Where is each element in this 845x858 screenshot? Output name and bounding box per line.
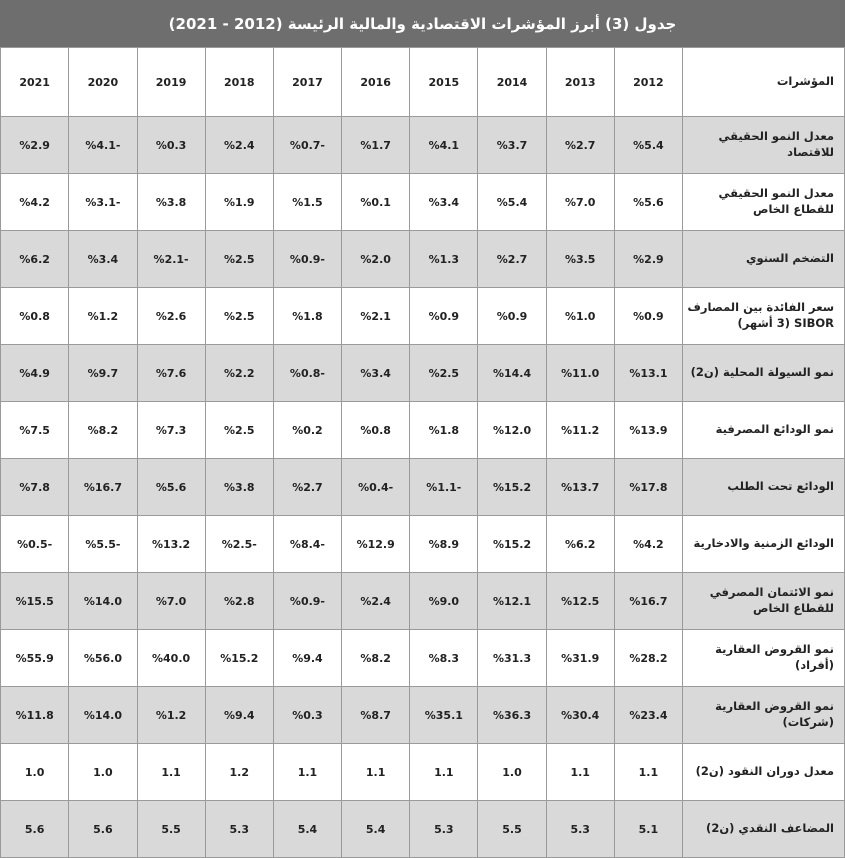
value-cell: 1.1 xyxy=(137,744,205,801)
value-cell: %11.0 xyxy=(546,345,614,402)
value-cell: %3.4 xyxy=(69,231,137,288)
value-cell: 5.6 xyxy=(69,801,137,858)
value-cell: %7.0 xyxy=(137,573,205,630)
value-cell: %8.7 xyxy=(342,687,410,744)
value-cell: %1.8 xyxy=(410,402,478,459)
year-header: 2014 xyxy=(478,48,546,117)
indicator-label: الودائع الزمنية والادخارية xyxy=(683,516,845,573)
year-header: 2017 xyxy=(273,48,341,117)
value-cell: %13.1 xyxy=(614,345,682,402)
value-cell: %2.5 xyxy=(205,231,273,288)
value-cell: %2.5 xyxy=(205,288,273,345)
value-cell: %7.6 xyxy=(137,345,205,402)
value-cell: %5.6 xyxy=(614,174,682,231)
value-cell: %15.5 xyxy=(1,573,69,630)
value-cell: 5.4 xyxy=(273,801,341,858)
indicator-label: نمو السيولة المحلية (ن2) xyxy=(683,345,845,402)
value-cell: %1.0 xyxy=(546,288,614,345)
value-cell: 5.3 xyxy=(410,801,478,858)
year-header: 2021 xyxy=(1,48,69,117)
table-row xyxy=(1,516,845,573)
table-title: جدول (3) أبرز المؤشرات الاقتصادية والمالية الرئيسة (2012 - 2021) xyxy=(0,0,845,47)
value-cell: %2.7 xyxy=(546,117,614,174)
indicator-label: معدل دوران النقود (ن2) xyxy=(683,744,845,801)
year-header: 2012 xyxy=(614,48,682,117)
indicator-header: المؤشرات xyxy=(683,48,845,117)
value-cell: %13.7 xyxy=(546,459,614,516)
value-cell: 1.0 xyxy=(69,744,137,801)
table-row xyxy=(1,288,845,345)
value-cell: %2.9 xyxy=(614,231,682,288)
value-cell: %1.8 xyxy=(273,288,341,345)
table-row xyxy=(1,402,845,459)
value-cell: %2.5 xyxy=(205,402,273,459)
indicator-label: سعر الفائدة بين المصارف SIBOR (3 أشهر) xyxy=(683,288,845,345)
value-cell: 5.5 xyxy=(137,801,205,858)
value-cell: %4.9 xyxy=(1,345,69,402)
value-cell: 1.0 xyxy=(478,744,546,801)
value-cell: %1.3 xyxy=(410,231,478,288)
value-cell: %8.9 xyxy=(410,516,478,573)
value-cell: %6.2 xyxy=(1,231,69,288)
value-cell: %2.1 xyxy=(342,288,410,345)
value-cell: %3.5 xyxy=(546,231,614,288)
table-row xyxy=(1,231,845,288)
value-cell: %13.2 xyxy=(137,516,205,573)
value-cell: %8.2 xyxy=(342,630,410,687)
value-cell: %1.7 xyxy=(342,117,410,174)
value-cell: %2.6 xyxy=(137,288,205,345)
value-cell: %31.9 xyxy=(546,630,614,687)
value-cell: 1.1 xyxy=(614,744,682,801)
year-header: 2015 xyxy=(410,48,478,117)
value-cell: 1.1 xyxy=(410,744,478,801)
table-row xyxy=(1,117,845,174)
value-cell: %16.7 xyxy=(614,573,682,630)
value-cell: 1.2 xyxy=(205,744,273,801)
value-cell: 5.4 xyxy=(342,801,410,858)
value-cell: %0.8- xyxy=(273,345,341,402)
value-cell: %2.5 xyxy=(410,345,478,402)
value-cell: %0.7- xyxy=(273,117,341,174)
value-cell: %12.9 xyxy=(342,516,410,573)
value-cell: %1.2 xyxy=(69,288,137,345)
value-cell: %55.9 xyxy=(1,630,69,687)
value-cell: %12.0 xyxy=(478,402,546,459)
value-cell: %2.8 xyxy=(205,573,273,630)
value-cell: %4.2 xyxy=(614,516,682,573)
value-cell: %7.5 xyxy=(1,402,69,459)
indicator-label: المضاعف النقدي (ن2) xyxy=(683,801,845,858)
value-cell: %8.3 xyxy=(410,630,478,687)
indicator-label: نمو الائتمان المصرفي للقطاع الخاص xyxy=(683,573,845,630)
value-cell: %0.4- xyxy=(342,459,410,516)
value-cell: %40.0 xyxy=(137,630,205,687)
value-cell: %2.5- xyxy=(205,516,273,573)
year-header: 2020 xyxy=(69,48,137,117)
value-cell: %3.4 xyxy=(342,345,410,402)
table-row xyxy=(1,345,845,402)
value-cell: %0.8 xyxy=(342,402,410,459)
value-cell: %11.8 xyxy=(1,687,69,744)
value-cell: 5.6 xyxy=(1,801,69,858)
value-cell: %35.1 xyxy=(410,687,478,744)
year-header: 2016 xyxy=(342,48,410,117)
value-cell: %2.9 xyxy=(1,117,69,174)
value-cell: 5.3 xyxy=(205,801,273,858)
value-cell: %3.1- xyxy=(69,174,137,231)
value-cell: %31.3 xyxy=(478,630,546,687)
value-cell: %2.7 xyxy=(273,459,341,516)
value-cell: %9.7 xyxy=(69,345,137,402)
value-cell: %5.6 xyxy=(137,459,205,516)
value-cell: %36.3 xyxy=(478,687,546,744)
value-cell: %0.9 xyxy=(614,288,682,345)
value-cell: 5.5 xyxy=(478,801,546,858)
value-cell: %3.8 xyxy=(205,459,273,516)
value-cell: 5.3 xyxy=(546,801,614,858)
value-cell: %14.0 xyxy=(69,573,137,630)
value-cell: %4.2 xyxy=(1,174,69,231)
value-cell: %14.0 xyxy=(69,687,137,744)
indicator-label: الودائع تحت الطلب xyxy=(683,459,845,516)
indicator-label: معدل النمو الحقيقي للاقتصاد xyxy=(683,117,845,174)
value-cell: %2.0 xyxy=(342,231,410,288)
value-cell: %0.8 xyxy=(1,288,69,345)
table-header-row xyxy=(1,48,845,117)
year-header: 2019 xyxy=(137,48,205,117)
value-cell: %2.4 xyxy=(205,117,273,174)
value-cell: %9.4 xyxy=(273,630,341,687)
table-row xyxy=(1,687,845,744)
value-cell: %0.2 xyxy=(273,402,341,459)
indicators-table xyxy=(0,47,845,858)
value-cell: %1.5 xyxy=(273,174,341,231)
value-cell: %0.3 xyxy=(137,117,205,174)
value-cell: %12.5 xyxy=(546,573,614,630)
indicator-label: نمو القروض العقارية (شركات) xyxy=(683,687,845,744)
value-cell: %2.2 xyxy=(205,345,273,402)
indicator-label: معدل النمو الحقيقي للقطاع الخاص xyxy=(683,174,845,231)
value-cell: %12.1 xyxy=(478,573,546,630)
value-cell: %7.0 xyxy=(546,174,614,231)
value-cell: %17.8 xyxy=(614,459,682,516)
value-cell: %3.8 xyxy=(137,174,205,231)
value-cell: %0.5- xyxy=(1,516,69,573)
value-cell: 1.1 xyxy=(342,744,410,801)
value-cell: %16.7 xyxy=(69,459,137,516)
value-cell: %7.8 xyxy=(1,459,69,516)
value-cell: %28.2 xyxy=(614,630,682,687)
value-cell: %2.7 xyxy=(478,231,546,288)
table-row xyxy=(1,174,845,231)
value-cell: %2.4 xyxy=(342,573,410,630)
value-cell: %15.2 xyxy=(478,459,546,516)
value-cell: %15.2 xyxy=(478,516,546,573)
value-cell: %0.9 xyxy=(478,288,546,345)
value-cell: %2.1- xyxy=(137,231,205,288)
year-header: 2013 xyxy=(546,48,614,117)
value-cell: %1.1- xyxy=(410,459,478,516)
value-cell: %1.9 xyxy=(205,174,273,231)
value-cell: %5.4 xyxy=(614,117,682,174)
value-cell: %13.9 xyxy=(614,402,682,459)
value-cell: %8.2 xyxy=(69,402,137,459)
value-cell: 1.1 xyxy=(546,744,614,801)
value-cell: %6.2 xyxy=(546,516,614,573)
value-cell: %1.2 xyxy=(137,687,205,744)
table-row xyxy=(1,744,845,801)
indicator-label: نمو القروض العقارية (أفراد) xyxy=(683,630,845,687)
value-cell: %5.5- xyxy=(69,516,137,573)
value-cell: %14.4 xyxy=(478,345,546,402)
value-cell: %56.0 xyxy=(69,630,137,687)
value-cell: %9.4 xyxy=(205,687,273,744)
value-cell: %30.4 xyxy=(546,687,614,744)
value-cell: %15.2 xyxy=(205,630,273,687)
indicator-label: التضخم السنوي xyxy=(683,231,845,288)
value-cell: %7.3 xyxy=(137,402,205,459)
value-cell: %0.9- xyxy=(273,231,341,288)
value-cell: %5.4 xyxy=(478,174,546,231)
value-cell: %4.1 xyxy=(410,117,478,174)
value-cell: %8.4- xyxy=(273,516,341,573)
indicator-label: نمو الودائع المصرفية xyxy=(683,402,845,459)
value-cell: %3.7 xyxy=(478,117,546,174)
value-cell: %0.1 xyxy=(342,174,410,231)
value-cell: %11.2 xyxy=(546,402,614,459)
value-cell: 1.1 xyxy=(273,744,341,801)
table-row xyxy=(1,573,845,630)
value-cell: 1.0 xyxy=(1,744,69,801)
value-cell: 5.1 xyxy=(614,801,682,858)
value-cell: %0.9- xyxy=(273,573,341,630)
value-cell: %0.3 xyxy=(273,687,341,744)
value-cell: %4.1- xyxy=(69,117,137,174)
table-body xyxy=(1,117,845,858)
table-row xyxy=(1,801,845,858)
value-cell: %9.0 xyxy=(410,573,478,630)
value-cell: %23.4 xyxy=(614,687,682,744)
year-header: 2018 xyxy=(205,48,273,117)
table-row xyxy=(1,459,845,516)
table-row xyxy=(1,630,845,687)
value-cell: %0.9 xyxy=(410,288,478,345)
value-cell: %3.4 xyxy=(410,174,478,231)
